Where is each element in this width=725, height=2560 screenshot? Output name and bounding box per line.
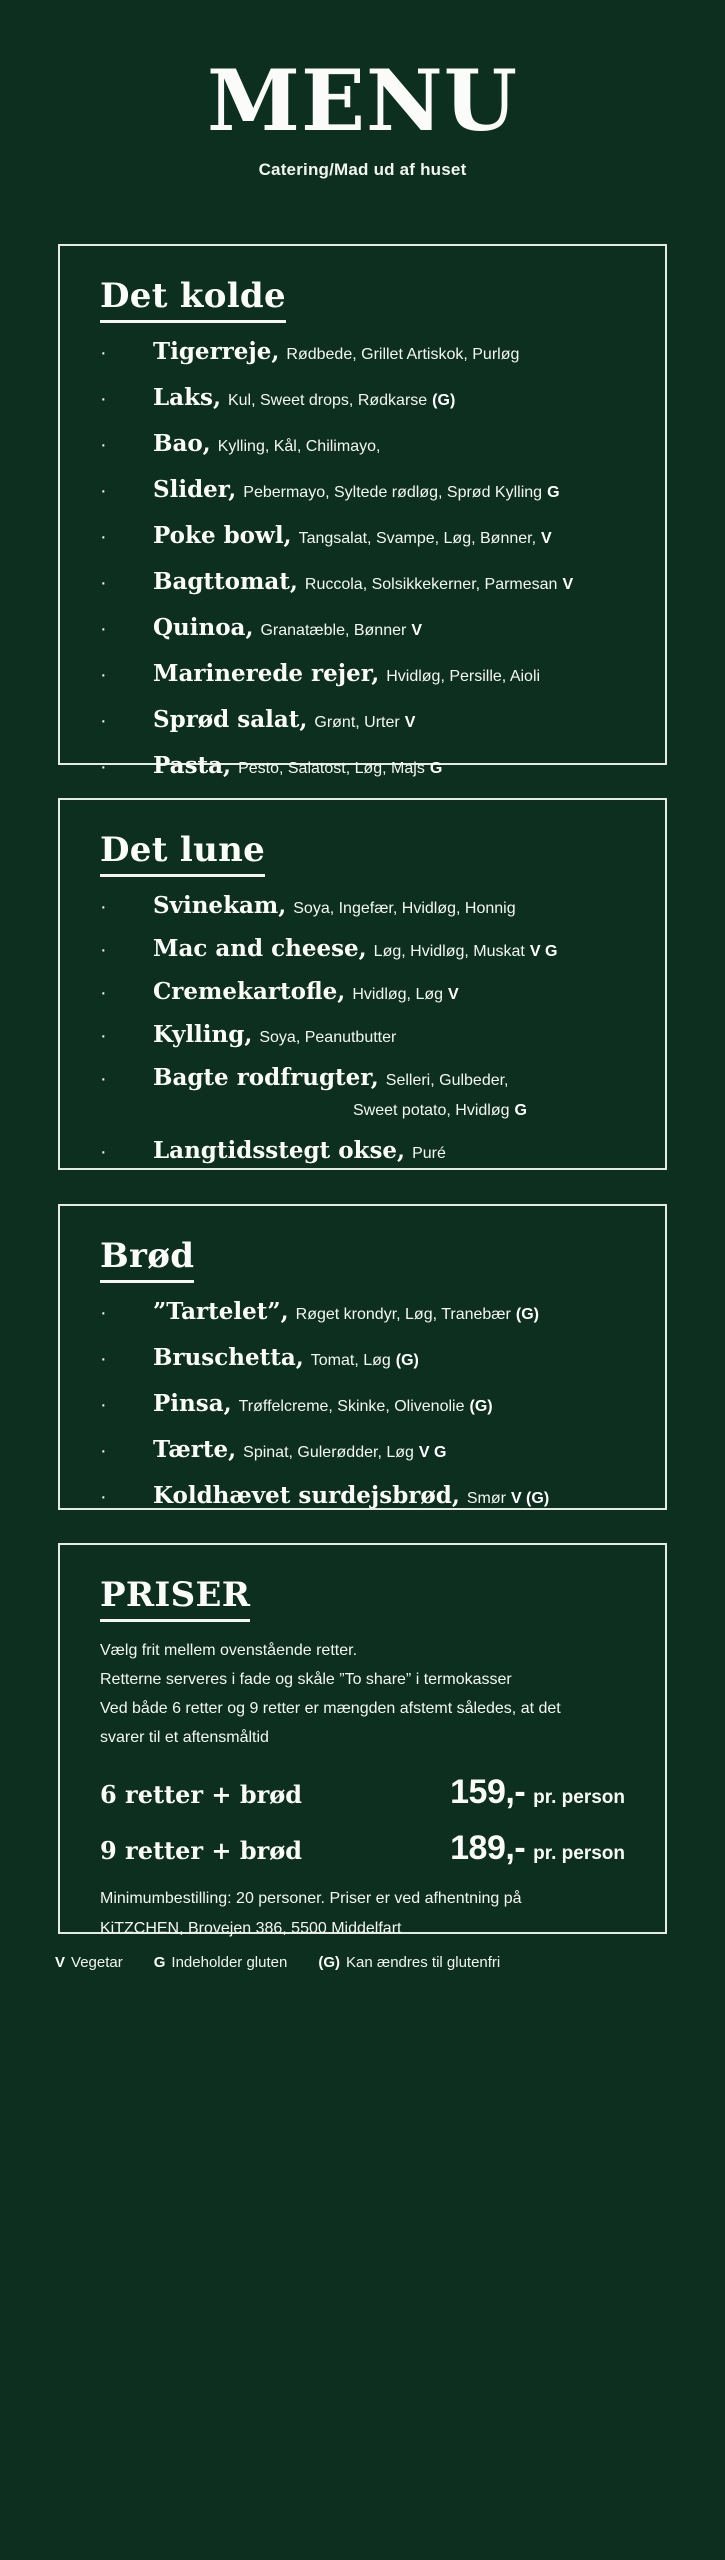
- item-desc: Røget krondyr, Løg, Tranebær: [295, 1306, 511, 1323]
- item-list: [100, 339, 625, 781]
- item-text: [153, 339, 625, 367]
- menu-item: [100, 1022, 625, 1050]
- price-label: 6 retter + brød: [100, 1780, 303, 1809]
- item-name: Bagte rodfrugter,: [153, 1064, 379, 1091]
- section-brod: [58, 1204, 667, 1510]
- item-text: [153, 707, 625, 735]
- item-name: Pinsa,: [153, 1390, 232, 1417]
- price-value-group: [450, 1773, 625, 1812]
- legend-mark: V: [55, 1954, 66, 1971]
- menu-item: [100, 1483, 625, 1511]
- pricing-intro-line: Vælg frit mellem ovenstående retter.: [100, 1642, 358, 1659]
- item-name: Laks,: [153, 384, 221, 411]
- item-tags: V: [541, 530, 552, 547]
- bullet-icon: ·: [100, 342, 107, 364]
- item-tags: (G): [469, 1398, 493, 1415]
- item-text: [153, 1138, 625, 1166]
- menu-item: [100, 431, 625, 459]
- item-tags: (G): [432, 392, 456, 409]
- price-value: 189,-: [450, 1829, 526, 1867]
- price-unit: pr. person: [533, 1787, 625, 1808]
- item-desc: Hvidløg, Persille, Aioli: [386, 668, 541, 685]
- item-name: Koldhævet surdejsbrød,: [153, 1482, 460, 1509]
- item-desc: Rødbede, Grillet Artiskok, Purløg: [286, 346, 520, 363]
- item-desc: Tangsalat, Svampe, Løg, Bønner,: [298, 530, 537, 547]
- item-tags: V: [404, 714, 416, 731]
- bullet-icon: ·: [100, 434, 107, 456]
- item-tags: (G): [395, 1352, 419, 1369]
- menu-item: [100, 339, 625, 367]
- item-name: Marinerede rejer,: [153, 660, 380, 687]
- item-name: Bao,: [153, 430, 211, 457]
- item-tags: V: [562, 576, 574, 593]
- section-det-lune: [58, 798, 667, 1170]
- item-desc: Pebermayo, Syltede rødløg, Sprød Kylling: [243, 484, 543, 501]
- item-desc: Puré: [412, 1145, 446, 1162]
- legend-item-gluten: [154, 1954, 288, 1971]
- bullet-icon: ·: [100, 572, 107, 594]
- pricing-note: [100, 1884, 625, 1944]
- item-name: ”Tartelet”,: [153, 1298, 289, 1325]
- legend-item-glutenfri: [318, 1954, 500, 1971]
- menu-item: [100, 979, 625, 1007]
- item-desc: Hvidløg, Løg: [352, 986, 444, 1003]
- item-desc: Granatæble, Bønner: [260, 622, 407, 639]
- item-desc: Tomat, Løg: [310, 1352, 391, 1369]
- item-desc: Kul, Sweet drops, Rødkarse: [227, 392, 428, 409]
- item-text: [153, 569, 625, 597]
- item-name: Svinekam,: [153, 892, 287, 919]
- bullet-icon: ·: [100, 1025, 107, 1047]
- menu-item: [100, 1345, 625, 1373]
- section-heading: PRISER: [100, 1575, 250, 1622]
- bullet-icon: ·: [100, 710, 107, 732]
- item-text: [153, 385, 625, 413]
- pricing-intro-line: svarer til et aftensmåltid: [100, 1729, 269, 1746]
- bullet-icon: ·: [100, 480, 107, 502]
- menu-item: [100, 477, 625, 505]
- item-name: Tigerreje,: [153, 338, 280, 365]
- item-name: Bagttomat,: [153, 568, 298, 595]
- item-text: [153, 1065, 625, 1123]
- item-tags: G: [514, 1102, 527, 1119]
- item-text: [153, 979, 625, 1007]
- pricing-note-line: Minimumbestilling: 20 personer. Priser er ved afhentning på: [100, 1890, 522, 1907]
- item-tags: V G: [418, 1444, 447, 1461]
- item-name: Cremekartofle,: [153, 978, 346, 1005]
- item-text: [153, 615, 625, 643]
- item-desc: Spinat, Gulerødder, Løg: [243, 1444, 414, 1461]
- menu-item: [100, 753, 625, 781]
- menu-item: [100, 893, 625, 921]
- section-det-kolde: [58, 244, 667, 779]
- item-text: [153, 477, 625, 505]
- item-desc: Pesto, Salatost, Løg, Majs: [238, 760, 425, 777]
- item-desc: Grønt, Urter: [314, 714, 400, 731]
- item-desc: Soya, Ingefær, Hvidløg, Honnig: [293, 900, 516, 917]
- bullet-icon: ·: [100, 1486, 107, 1508]
- item-tags: G: [429, 760, 443, 777]
- legend-label: Indeholder gluten: [171, 1954, 288, 1971]
- item-desc: Trøffelcreme, Skinke, Olivenolie: [238, 1398, 465, 1415]
- section-heading: Brød: [100, 1236, 194, 1283]
- item-text: [153, 753, 625, 781]
- menu-item: [100, 1138, 625, 1166]
- item-desc: Sweet potato, Hvidløg: [353, 1102, 510, 1119]
- menu-item: [100, 707, 625, 735]
- menu-item: [100, 523, 625, 551]
- bullet-icon: ·: [100, 1394, 107, 1416]
- item-desc-line2: [153, 1098, 625, 1123]
- menu-item: [100, 936, 625, 964]
- item-name: Sprød salat,: [153, 706, 308, 733]
- bullet-icon: ·: [100, 388, 107, 410]
- bullet-icon: ·: [100, 1348, 107, 1370]
- pricing-intro-line: Retterne serveres i fade og skåle ”To share” i termokasser: [100, 1671, 512, 1688]
- item-name: Kylling,: [153, 1021, 253, 1048]
- bullet-icon: ·: [100, 896, 107, 918]
- section-heading: Det lune: [100, 830, 265, 877]
- bullet-icon: ·: [100, 664, 107, 686]
- item-desc: Smør: [466, 1490, 506, 1507]
- section-priser: [58, 1543, 667, 1937]
- item-desc: Soya, Peanutbutter: [259, 1029, 397, 1046]
- legend-label: Kan ændres til glutenfri: [346, 1954, 501, 1971]
- item-tags: (G): [515, 1306, 539, 1323]
- menu-item: [100, 569, 625, 597]
- item-tags: V: [411, 622, 422, 639]
- item-desc: Løg, Hvidløg, Muskat: [373, 943, 525, 960]
- legend-item-vegetar: [55, 1954, 123, 1971]
- item-list: [100, 893, 625, 1166]
- item-text: [153, 431, 625, 459]
- bullet-icon: ·: [100, 1068, 107, 1090]
- item-name: Tærte,: [153, 1436, 237, 1463]
- item-list: [100, 1299, 625, 1511]
- item-text: [153, 893, 625, 921]
- menu-item: [100, 1299, 625, 1327]
- price-row: [100, 1829, 625, 1868]
- bullet-icon: ·: [100, 982, 107, 1004]
- pricing-intro-line: Ved både 6 retter og 9 retter er mængden afstemt således, at det: [100, 1700, 561, 1717]
- price-value: 159,-: [450, 1773, 526, 1811]
- item-tags: V G: [529, 943, 558, 960]
- bullet-icon: ·: [100, 526, 107, 548]
- legend-label: Vegetar: [71, 1954, 123, 1971]
- item-text: [153, 1483, 625, 1511]
- item-desc: Kylling, Kål, Chilimayo,: [217, 438, 381, 455]
- item-name: Quinoa,: [153, 614, 254, 641]
- menu-item: [100, 1437, 625, 1465]
- item-text: [153, 936, 625, 964]
- item-desc: Selleri, Gulbeder,: [385, 1072, 509, 1089]
- menu-item: [100, 385, 625, 413]
- bullet-icon: ·: [100, 1440, 107, 1462]
- bullet-icon: ·: [100, 1141, 107, 1163]
- price-unit: pr. person: [533, 1843, 625, 1864]
- item-text: [153, 1022, 625, 1050]
- item-desc: Ruccola, Solsikkekerner, Parmesan: [304, 576, 558, 593]
- section-heading: Det kolde: [100, 276, 286, 323]
- legend: [55, 1954, 500, 1971]
- bullet-icon: ·: [100, 1302, 107, 1324]
- item-name: Langtidsstegt okse,: [153, 1137, 406, 1164]
- menu-item: [100, 661, 625, 689]
- price-label: 9 retter + brød: [100, 1836, 303, 1865]
- menu-item: [100, 1391, 625, 1419]
- legend-mark: (G): [318, 1954, 341, 1971]
- page-title: MENU: [206, 51, 519, 150]
- bullet-icon: ·: [100, 939, 107, 961]
- item-tags: V: [448, 986, 459, 1003]
- item-tags: V (G): [510, 1490, 550, 1507]
- item-text: [153, 1437, 625, 1465]
- menu-item: [100, 1065, 625, 1123]
- price-row: [100, 1773, 625, 1812]
- item-name: Poke bowl,: [153, 522, 292, 549]
- menu-item: [100, 615, 625, 643]
- page-subtitle: Catering/Mad ud af huset: [258, 160, 467, 179]
- item-tags: G: [547, 484, 560, 501]
- item-text: [153, 661, 625, 689]
- item-text: [153, 1345, 625, 1373]
- item-text: [153, 1391, 625, 1419]
- price-value-group: [450, 1829, 625, 1868]
- bullet-icon: ·: [100, 756, 107, 778]
- item-name: Mac and cheese,: [153, 935, 367, 962]
- legend-mark: G: [153, 1954, 166, 1971]
- item-text: [153, 523, 625, 551]
- pricing-intro: [100, 1636, 625, 1752]
- pricing-note-line: KiTZCHEN, Brovejen 386, 5500 Middelfart: [100, 1920, 402, 1937]
- item-text: [153, 1299, 625, 1327]
- item-name: Pasta,: [153, 752, 232, 779]
- item-name: Bruschetta,: [153, 1344, 304, 1371]
- item-name: Slider,: [153, 476, 237, 503]
- bullet-icon: ·: [100, 618, 107, 640]
